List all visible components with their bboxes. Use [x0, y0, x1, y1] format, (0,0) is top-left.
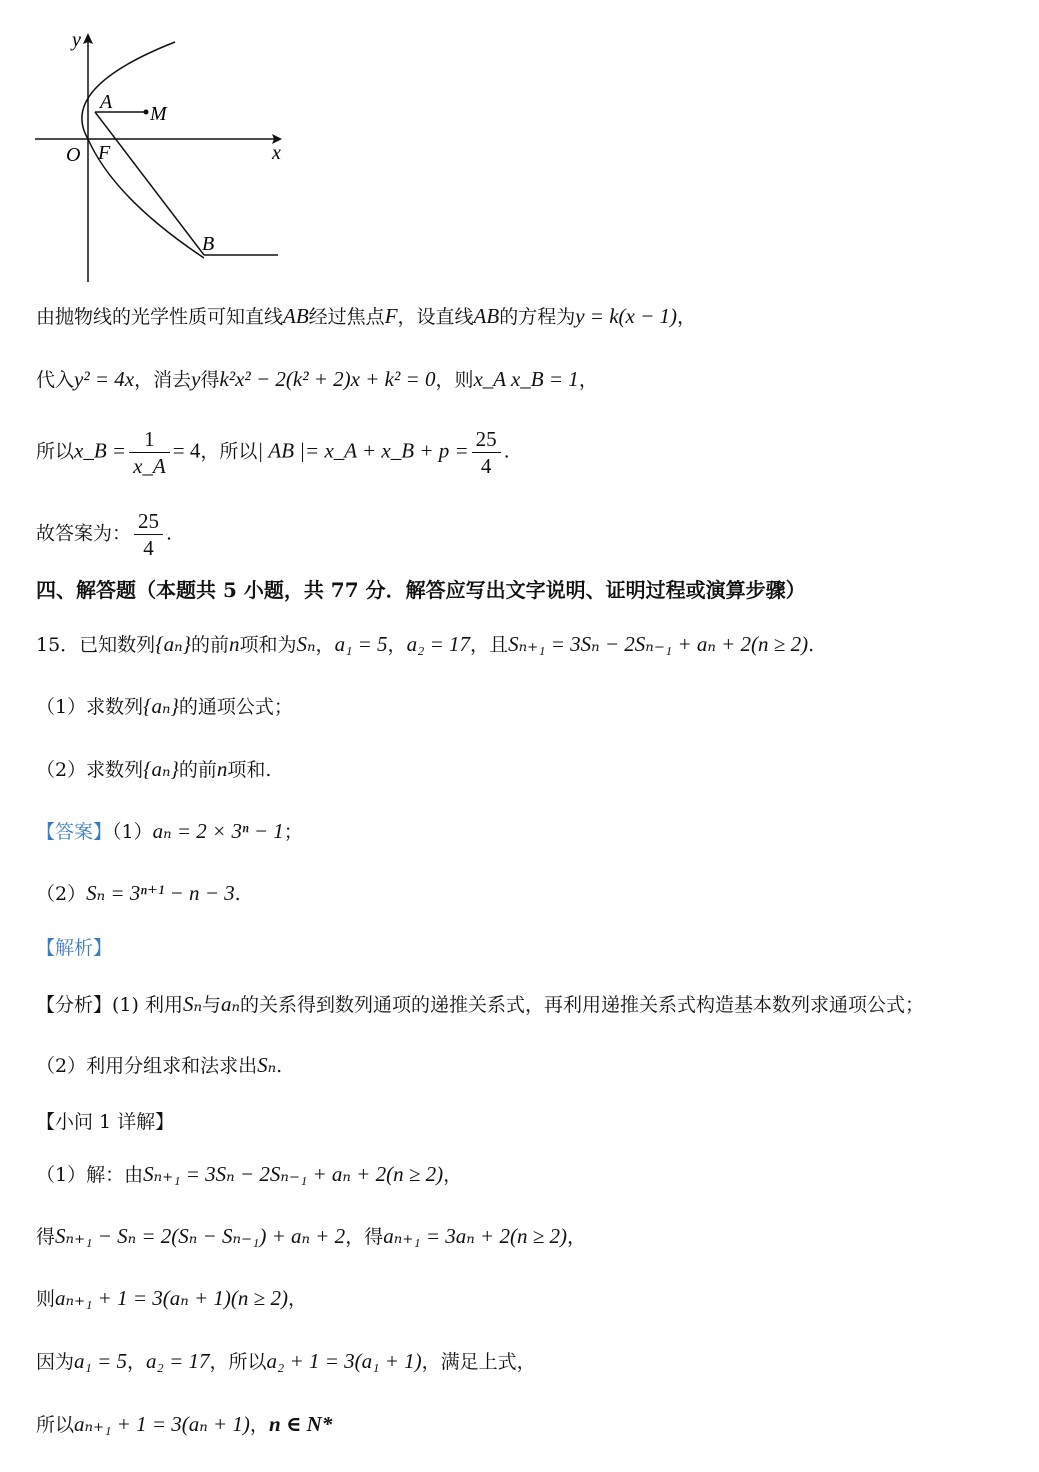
solution-line-2: 得Sₙ₊₁ − Sₙ = 2(Sₙ − Sₙ₋₁) + aₙ + 2，得aₙ₊₁ = 3aₙ + 2(n ≥ 2)， — [36, 1224, 586, 1248]
fraction-25-over-4: $\frac{25}{4}$ — [472, 426, 501, 479]
analysis-line-2: （2）利用分组求和法求出Sₙ. — [36, 1053, 283, 1077]
label-x: x — [272, 142, 281, 164]
text-line-substitute: 代入y² = 4x，消去y得k²x² − 2(k² + 2)x + k² = 0，则x_A x_B = 1， — [36, 367, 598, 391]
question-part-1: （1）求数列{aₙ}的通项公式； — [36, 694, 293, 718]
segment-ab — [95, 112, 204, 255]
point-m — [144, 110, 149, 115]
answer-part-1: 【答案】（1）aₙ = 2 × 3ⁿ − 1； — [36, 819, 303, 843]
label-f: F — [98, 142, 111, 164]
text-line-xb-and-ab-length: 所以x_B = $\frac{1}{x\_A}$ = 4，所以| AB |= x_A + x_B + p = $\frac{25}{4}$ . — [36, 427, 510, 478]
section-heading: 四、解答题（本题共 5 小题，共 77 分．解答应写出文字说明、证明过程或演算步骤） — [36, 578, 806, 602]
question-15: 15．已知数列{aₙ}的前n项和为Sₙ，a₁ = 5，a₂ = 17，且Sₙ₊₁ = 3Sₙ − 2Sₙ₋₁ + aₙ + 2(n ≥ 2). — [36, 632, 815, 656]
parabola-figure — [30, 28, 300, 290]
solution-line-4: 因为a₁ = 5，a₂ = 17，所以a₂ + 1 = 3(a₁ + 1)，满足上式， — [36, 1349, 536, 1373]
text-line-ab-through-focus: 由抛物线的光学性质可知直线AB经过焦点F，设直线AB的方程为y = k(x − 1)， — [36, 304, 697, 328]
label-b: B — [202, 233, 215, 255]
sub-question-1-heading: 【小问 1 详解】 — [36, 1111, 175, 1133]
answer-tag: 【答案】 — [36, 821, 113, 843]
analysis-line-1: 【分析】(1) 利用Sₙ与aₙ的关系得到数列通项的递推关系式，再利用递推关系式构造基本数列求通项公式； — [36, 992, 925, 1016]
solution-line-5: 所以aₙ₊₁ + 1 = 3(aₙ + 1)，n ∈ N* — [36, 1412, 333, 1436]
label-m: M — [150, 103, 167, 125]
solution-line-1: （1）解：由Sₙ₊₁ = 3Sₙ − 2Sₙ₋₁ + aₙ + 2(n ≥ 2)， — [36, 1162, 463, 1186]
fraction-1-over-xa: $\frac{1}{x\_A}$ — [129, 426, 170, 479]
label-y: y — [72, 29, 81, 51]
question-part-2: （2）求数列{aₙ}的前n项和. — [36, 757, 272, 781]
label-a: A — [100, 91, 113, 113]
solution-line-3: 则aₙ₊₁ + 1 = 3(aₙ + 1)(n ≥ 2)， — [36, 1286, 307, 1310]
analysis-tag: 【解析】 — [36, 937, 113, 959]
label-o: O — [66, 144, 81, 166]
answer-part-2: （2）Sₙ = 3ⁿ⁺¹ − n − 3. — [36, 881, 241, 905]
text-line-answer: 故答案为： $\frac{25}{4}$ . — [36, 509, 173, 560]
fraction-answer: $\frac{25}{4}$ — [134, 508, 163, 561]
